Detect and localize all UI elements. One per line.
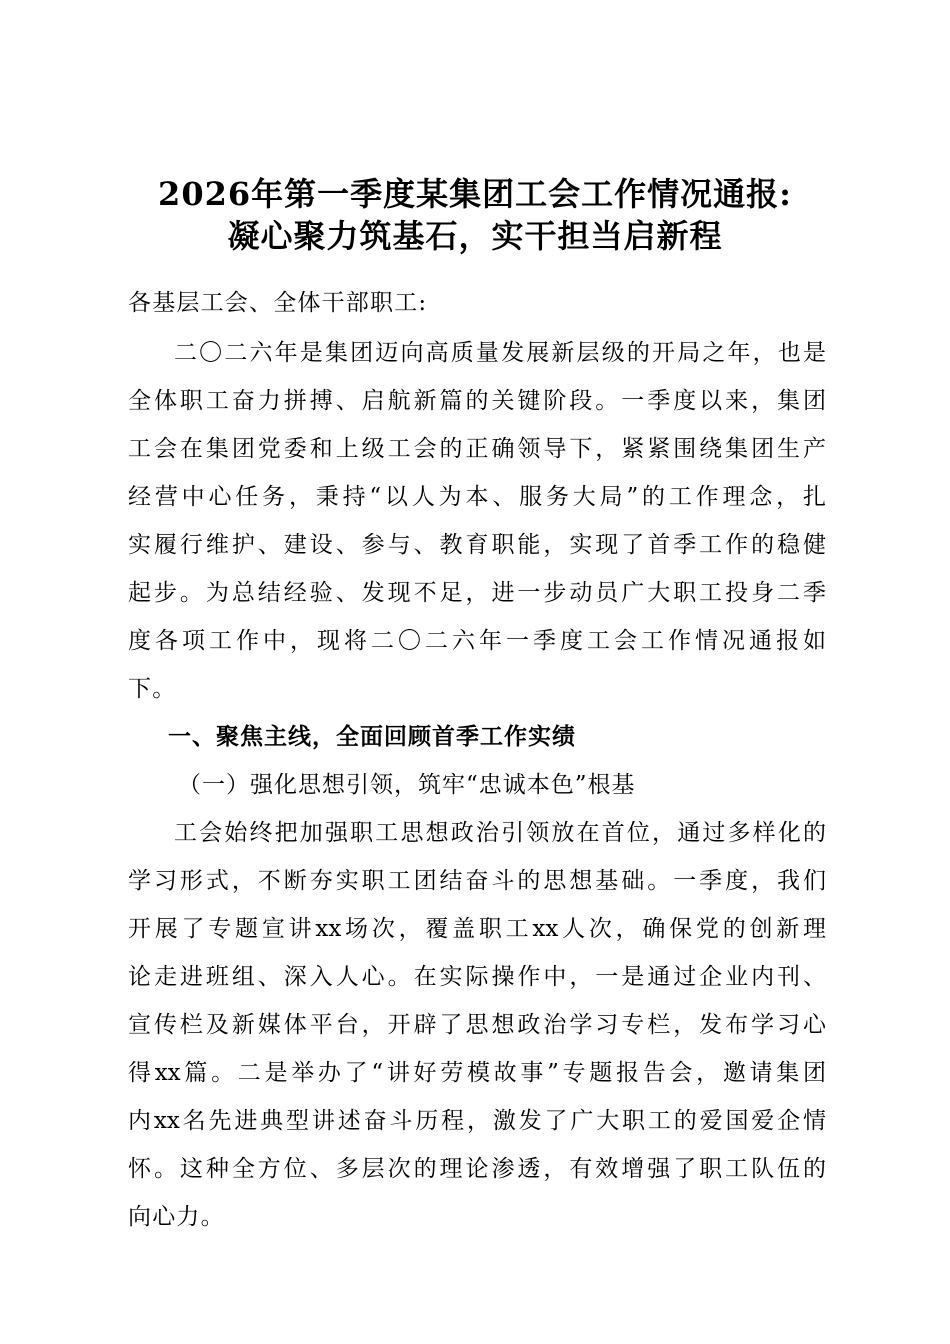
para1-line-1: 工会始终把加强职工思想政治引领放在首位，通过多样化的: [174, 820, 826, 846]
intro-line-5: 实履行维护、建设、参与、教育职能，实现了首季工作的稳健: [128, 532, 826, 558]
para1-line-2: 学习形式，不断夯实职工团结奋斗的思想基础。一季度，我们: [128, 868, 826, 894]
para1-line-3: 开展了专题宣讲xx场次，覆盖职工xx人次，确保党的创新理: [128, 916, 826, 942]
para1-line-5: 宣传栏及新媒体平台，开辟了思想政治学习专栏，发布学习心: [128, 1012, 826, 1038]
para1-line-9: 向心力。: [128, 1204, 225, 1230]
section-1-heading: 一、聚焦主线，全面回顾首季工作实绩: [168, 723, 576, 750]
document-title-line-1: 2026年第一季度某集团工会工作情况通报:: [158, 175, 792, 213]
intro-line-3: 工会在集团党委和上级工会的正确领导下，紧紧围绕集团生产: [128, 436, 826, 462]
subsection-1-heading: （一）强化思想引领，筑牢“忠诚本色”根基: [178, 772, 636, 798]
para1-line-8: 怀。这种全方位、多层次的理论渗透，有效增强了职工队伍的: [128, 1156, 826, 1182]
para1-line-4: 论走进班组、深入人心。在实际操作中，一是通过企业内刊、: [128, 964, 826, 990]
intro-line-4: 经营中心任务，秉持“以人为本、服务大局”的工作理念，扎: [128, 484, 826, 510]
intro-line-7: 度各项工作中，现将二〇二六年一季度工会工作情况通报如: [128, 628, 826, 654]
intro-line-1: 二〇二六年是集团迈向高质量发展新层级的开局之年，也是: [174, 340, 826, 366]
para1-line-7: 内xx名先进典型讲述奋斗历程，激发了广大职工的爱国爱企情: [128, 1108, 826, 1134]
intro-line-8: 下。: [128, 676, 177, 702]
para1-line-6: 得xx篇。二是举办了“讲好劳模故事”专题报告会，邀请集团: [128, 1060, 826, 1086]
intro-line-2: 全体职工奋力拼搏、启航新篇的关键阶段。一季度以来，集团: [128, 388, 826, 414]
document-title-line-2: 凝心聚力筑基石，实干担当启新程: [227, 217, 723, 255]
intro-line-6: 起步。为总结经验、发现不足，进一步动员广大职工投身二季: [128, 580, 826, 606]
salutation: 各基层工会、全体干部职工:: [128, 290, 428, 316]
